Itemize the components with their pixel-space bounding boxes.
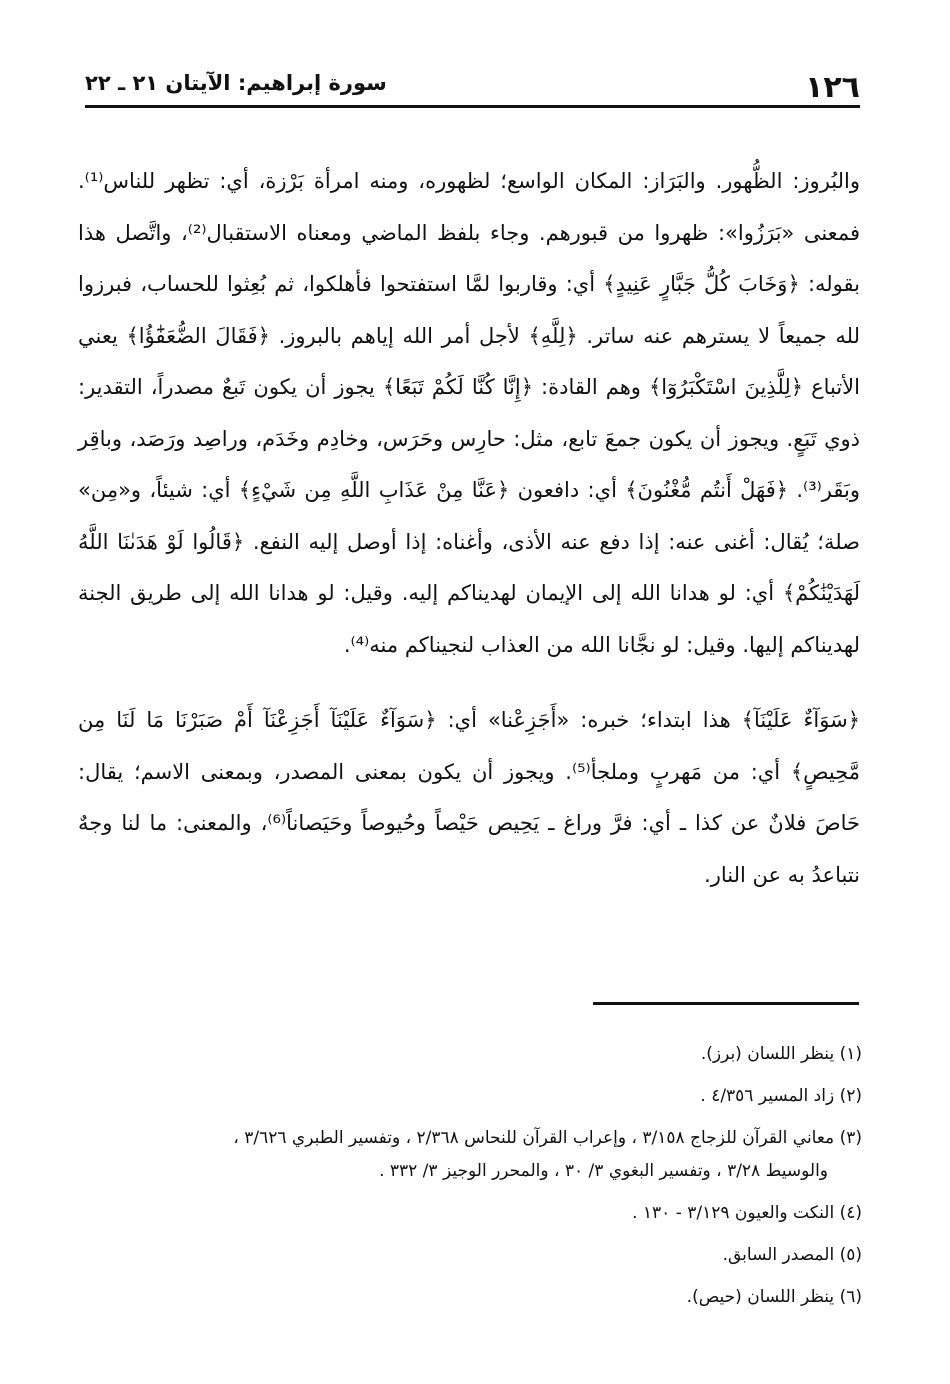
footnote-text-continued: والوسيط ٣/٢٨ ، وتفسير البغوي ٣/ ٣٠ ، والمحرر الوجيز ٣/ ٣٣٢ . xyxy=(379,1161,828,1181)
footnote-number: (٤) xyxy=(839,1203,862,1223)
paragraph: والبُروز: الظُّهور. والبَرَاز: المكان الواسع؛ لظهوره، ومنه امرأة بَرْزة، أي: تظهر للناس⁽¹⁾. فمعنى «بَرَزُوا»: ظهروا من قبورهم. وجاء بلفظ الماضي ومعناه الاستقبال⁽²⁾، واتَّصل هذا بقوله: ﴿وَخَابَ كُلُّ جَبَّارٍ عَنِيدٍ﴾ أي: وقاربوا لمَّا استفتحوا فأهلكوا، ثم بُعِثوا للحساب، فبرزوا لله جميعاً لا يسترهم عنه ساتر. ﴿لِلَّهِ﴾ لأجل أمر الله إياهم بالبروز. ﴿فَقَالَ الضُّعَفَٰٓؤُا﴾ يعني الأتباع ﴿لِلَّذِينَ اسْتَكْبَرُوٓا﴾ وهم القادة: ﴿إِنَّا كُنَّا لَكُمْ تَبَعًا﴾ يجوز أن يكون تَبعٌ مصدراً، التقدير: ذوي تَبَعٍ. ويجوز أن يكون جمعَ تابع، مثل: حارِس وحَرَس، وخادِم وخَدَم، وراصِد ورَصَد، وباقِر وبَقَر⁽³⁾. ﴿فَهَلْ أَنتُم مُّغْنُونَ﴾ أي: دافعون ﴿عَنَّا مِنْ عَذَابِ اللَّهِ مِن شَيْءٍ﴾ أي: شيئاً، و«مِن» صلة؛ يُقال: أغنى عنه: إذا دفع عنه الأذى، وأغناه: إذا أوصل إليه النفع. ﴿قَالُوا لَوْ هَدَىٰنَا اللَّهُ لَهَدَيْنَٰكُمْ﴾ أي: لو هدانا الله إلى الإيمان لهديناكم إليه. وقيل: لو هدانا الله إلى طريق الجنة لهديناكم إليها. وقيل: لو نجَّانا الله من العذاب لنجيناكم منه⁽⁴⁾. xyxy=(78,169,860,657)
footnote xyxy=(72,1239,862,1272)
footnote-number: (٢) xyxy=(839,1086,862,1106)
footnote-number: (٦) xyxy=(839,1287,862,1307)
footnote xyxy=(72,1197,862,1230)
footnote-number: (١) xyxy=(839,1044,862,1064)
page-number: ١٢٦ xyxy=(805,70,860,105)
footnote-text: المصدر السابق. xyxy=(722,1245,835,1265)
footnote-text: ينظر اللسان (حيص). xyxy=(686,1287,835,1307)
footnote-separator xyxy=(593,1002,859,1005)
page-header xyxy=(85,62,860,108)
footnote-text: زاد المسير ٤/٣٥٦ . xyxy=(700,1086,835,1106)
footnote-text: معاني القرآن للزجاج ٣/١٥٨ ، وإعراب القرآن للنحاس ٢/٣٦٨ ، وتفسير الطبري ٣/٦٢٦ ، xyxy=(233,1128,835,1148)
footnote xyxy=(72,1122,862,1188)
footnote xyxy=(72,1281,862,1314)
footnote-number: (٣) xyxy=(839,1128,862,1148)
main-text xyxy=(78,156,860,901)
footnote-text: النكت والعيون ٣/١٢٩ - ١٣٠ . xyxy=(632,1203,835,1223)
footnote-text: ينظر اللسان (برز). xyxy=(700,1044,835,1064)
footnote xyxy=(72,1038,862,1071)
footnotes xyxy=(72,1038,862,1323)
footnote xyxy=(72,1080,862,1113)
footnote-number: (٥) xyxy=(839,1245,862,1265)
paragraph: ﴿سَوَآءٌ عَلَيْنَآ﴾ هذا ابتداء؛ خبره: «أَجَزِعْنا» أي: ﴿سَوَآءٌ عَلَيْنَآ أَجَزِعْنَآ أَمْ صَبَرْنَا مَا لَنَا مِن مَّحِيصٍ﴾ أي: من مَهربٍ وملجأ⁽⁵⁾. ويجوز أن يكون بمعنى المصدر، وبمعنى الاسم؛ يقال: حَاصَ فلانٌ عن كذا ـ أي: فرَّ وراغ ـ يَحِيص حَيْصاً وحُيوصاً وحَيَصاناً⁽⁶⁾، والمعنى: ما لنا وجهٌ نتباعدُ به عن النار. xyxy=(78,708,860,887)
running-title: سورة إبراهيم: الآيتان ٢١ ـ ٢٢ xyxy=(85,71,387,95)
header-rule xyxy=(85,105,860,108)
